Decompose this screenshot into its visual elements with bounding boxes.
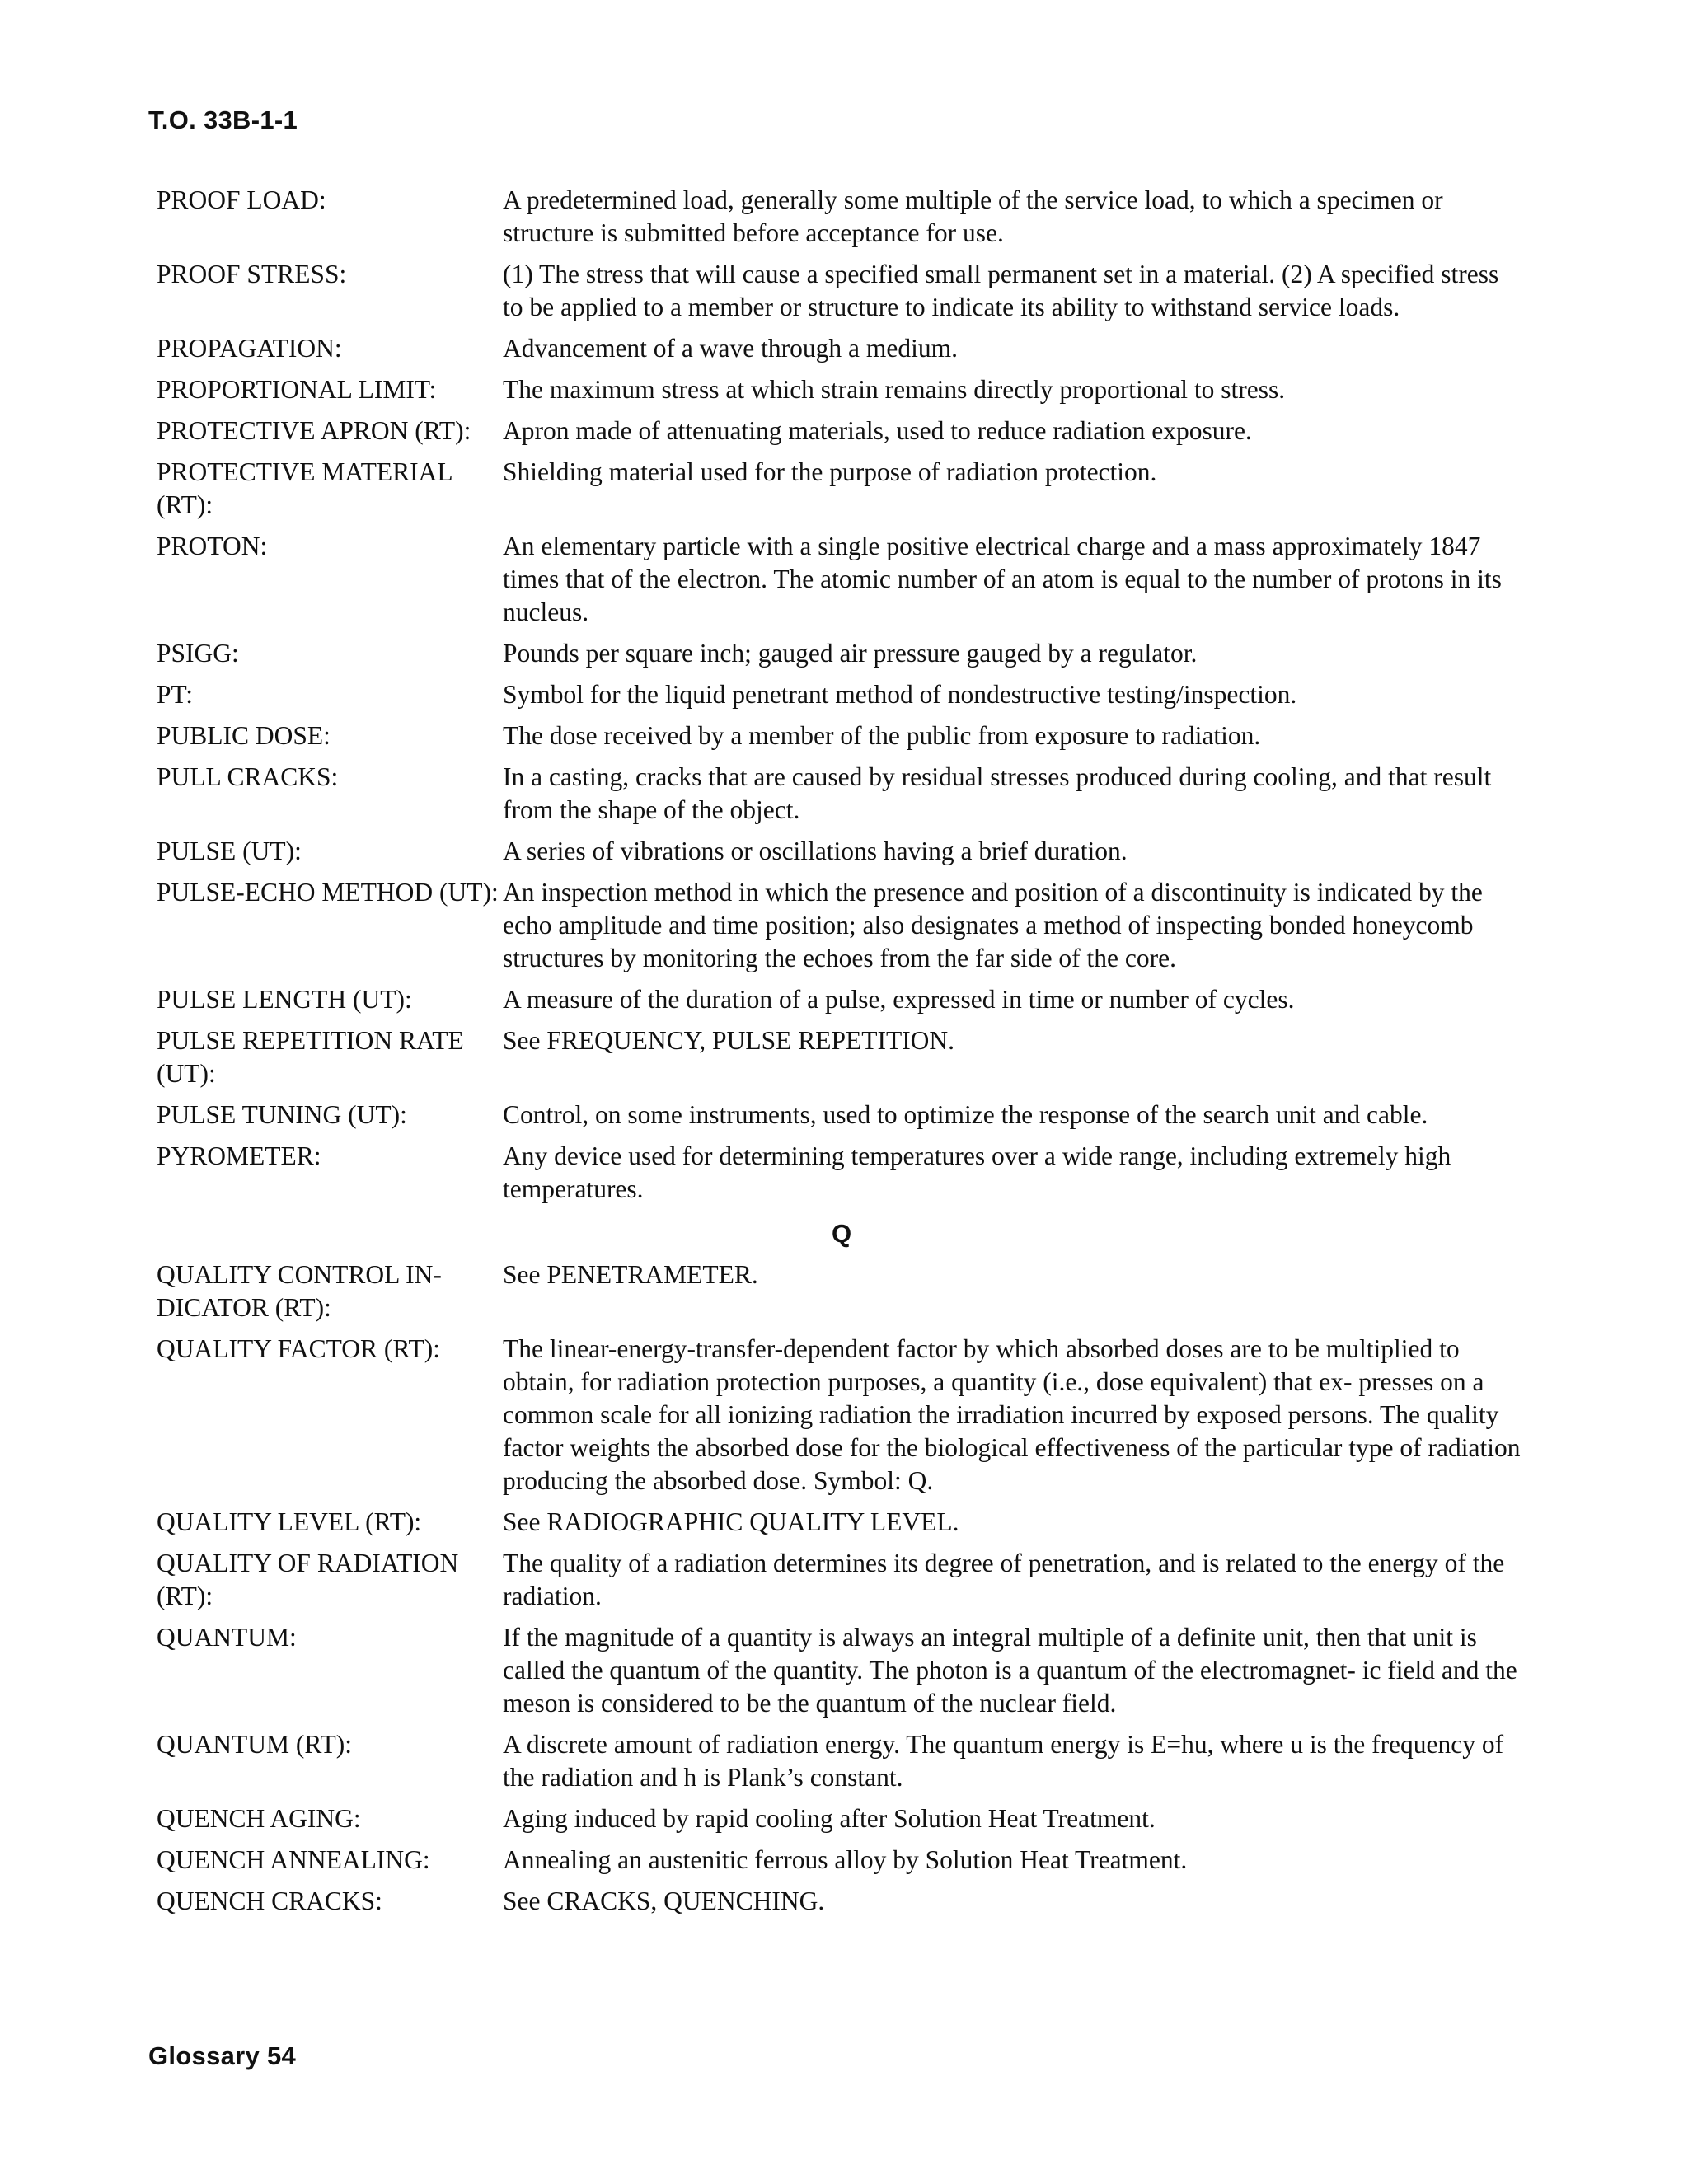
glossary-entry (157, 876, 1525, 975)
glossary-entry (157, 1140, 1525, 1206)
glossary-term: QUALITY OF RADIATION (RT): (157, 1549, 459, 1610)
glossary-entry (157, 1258, 1525, 1324)
glossary-definition: See RADIOGRAPHIC QUALITY LEVEL. (503, 1507, 959, 1536)
glossary-entry (157, 1333, 1525, 1497)
glossary-definition: Any device used for determining temperatures over a wide range, including extremely high temperatures. (503, 1141, 1451, 1203)
glossary-entry (157, 373, 1525, 406)
glossary-term: PROOF STRESS: (157, 260, 347, 288)
glossary-definition: (1) The stress that will cause a specified small permanent set in a material. (2) A specified stress to be applied to a member or structure to indicate its ability to withstand service loads. (503, 260, 1499, 321)
glossary-definition: A discrete amount of radiation energy. The quantum energy is E=hu, where u is the frequency of the radiation and h is Plank’s constant. (503, 1730, 1504, 1792)
glossary-term: PULSE LENGTH (UT): (157, 985, 412, 1014)
glossary-entry (157, 1506, 1525, 1539)
glossary-entry (157, 1885, 1525, 1918)
glossary-term: PROPORTIONAL LIMIT: (157, 375, 437, 404)
glossary-term: QUENCH CRACKS: (157, 1886, 382, 1915)
glossary-term: QUENCH ANNEALING: (157, 1845, 430, 1874)
glossary-entry (157, 1099, 1525, 1132)
glossary-definition: See PENETRAMETER. (503, 1260, 758, 1289)
glossary-entry (157, 258, 1525, 324)
glossary-definition: A series of vibrations or oscillations having a brief duration. (503, 837, 1128, 865)
glossary-definition: Aging induced by rapid cooling after Solution Heat Treatment. (503, 1804, 1156, 1833)
glossary-entry (157, 835, 1525, 868)
glossary-entry (157, 1802, 1525, 1835)
glossary-entry (157, 1844, 1525, 1877)
glossary-term: QUALITY CONTROL IN- DICATOR (RT): (157, 1260, 442, 1322)
glossary-section-q (157, 1258, 1525, 1918)
glossary-definition: If the magnitude of a quantity is always an integral multiple of a definite unit, then that unit is called the quantum of the quantity. The photon is a quantum of the electromagnet- ic field and the meson is considered to be the quantum of the nuclear field. (503, 1623, 1517, 1718)
glossary-entry (157, 332, 1525, 365)
section-letter-heading (157, 1217, 1525, 1250)
glossary-term: QUALITY LEVEL (RT): (157, 1507, 422, 1536)
glossary-definition: Apron made of attenuating materials, used to reduce radiation exposure. (503, 416, 1252, 445)
glossary-term: QUANTUM: (157, 1623, 297, 1652)
glossary-definition: Annealing an austenitic ferrous alloy by Solution Heat Treatment. (503, 1845, 1188, 1874)
glossary-entry (157, 719, 1525, 752)
glossary-term: PROTECTIVE APRON (RT): (157, 416, 471, 445)
glossary-term: PULL CRACKS: (157, 762, 339, 791)
glossary-definition: An inspection method in which the presence and position of a discontinuity is indicated by the echo amplitude and time position; also designates a method of inspecting bonded honeycomb structures by monitoring the echoes from the far side of the core. (503, 878, 1483, 972)
glossary-definition: In a casting, cracks that are caused by residual stresses produced during cooling, and that result from the shape of the object. (503, 762, 1492, 824)
glossary-definition: Symbol for the liquid penetrant method of nondestructive testing/inspection. (503, 680, 1297, 709)
glossary-term: PROOF LOAD: (157, 185, 326, 214)
glossary-entry (157, 1621, 1525, 1720)
glossary-definition: The quality of a radiation determines its degree of penetration, and is related to the energy of the radiation. (503, 1549, 1505, 1610)
glossary-definition: A measure of the duration of a pulse, expressed in time or number of cycles. (503, 985, 1295, 1014)
glossary-list (157, 184, 1525, 1926)
glossary-entry (157, 456, 1525, 522)
glossary-entry (157, 1024, 1525, 1090)
page-header: T.O. 33B-1-1 (148, 105, 298, 134)
glossary-entry (157, 415, 1525, 448)
glossary-definition: The maximum stress at which strain remains directly proportional to stress. (503, 375, 1286, 404)
glossary-term: PROTECTIVE MATERIAL (RT): (157, 457, 452, 519)
glossary-entry (157, 983, 1525, 1016)
glossary-definition: Pounds per square inch; gauged air pressure gauged by a regulator. (503, 639, 1198, 668)
glossary-term: QUANTUM (RT): (157, 1730, 352, 1759)
glossary-definition: Advancement of a wave through a medium. (503, 334, 958, 363)
glossary-term: QUALITY FACTOR (RT): (157, 1334, 441, 1363)
glossary-entry (157, 530, 1525, 629)
glossary-definition: A predetermined load, generally some multiple of the service load, to which a specimen or structure is submitted before acceptance for use. (503, 185, 1443, 247)
glossary-entry (157, 761, 1525, 827)
glossary-definition: The dose received by a member of the public from exposure to radiation. (503, 721, 1261, 750)
glossary-definition: The linear-energy-transfer-dependent factor by which absorbed doses are to be multiplied to obtain, for radiation protection purposes, a quantity (i.e., dose equivalent) that ex- presses on a common scale for all ionizing radiation the irradiation incurred by exposed persons. The quality factor weights the absorbed dose for the biological effectiveness of the particular type of radiation producing the absorbed dose. Symbol: Q. (503, 1334, 1521, 1495)
glossary-entry (157, 1547, 1525, 1613)
glossary-entry (157, 184, 1525, 250)
glossary-term: PT: (157, 680, 193, 709)
glossary-term: PYROMETER: (157, 1141, 321, 1170)
glossary-term: PULSE (UT): (157, 837, 302, 865)
glossary-definition: Shielding material used for the purpose of radiation protection. (503, 457, 1157, 486)
glossary-term: PSIGG: (157, 639, 239, 668)
glossary-term: PULSE TUNING (UT): (157, 1100, 407, 1129)
glossary-term: PROPAGATION: (157, 334, 342, 363)
glossary-entry (157, 637, 1525, 670)
glossary-entry (157, 1728, 1525, 1794)
glossary-definition: An elementary particle with a single positive electrical charge and a mass approximately 1847 times that of the electron. The atomic number of an atom is equal to the number of protons in its nucleus. (503, 532, 1502, 626)
glossary-term: PUBLIC DOSE: (157, 721, 331, 750)
glossary-term: QUENCH AGING: (157, 1804, 361, 1833)
glossary-entry (157, 678, 1525, 711)
page-footer: Glossary 54 (148, 2041, 297, 2070)
glossary-definition: See CRACKS, QUENCHING. (503, 1886, 825, 1915)
glossary-term: PULSE REPETITION RATE (UT): (157, 1026, 464, 1088)
section-letter: Q (831, 1219, 852, 1248)
glossary-section-p (157, 184, 1525, 1206)
glossary-definition: See FREQUENCY, PULSE REPETITION. (503, 1026, 955, 1055)
glossary-term: PROTON: (157, 532, 268, 560)
glossary-term: PULSE-ECHO METHOD (UT): (157, 878, 499, 907)
glossary-definition: Control, on some instruments, used to optimize the response of the search unit and cable. (503, 1100, 1428, 1129)
